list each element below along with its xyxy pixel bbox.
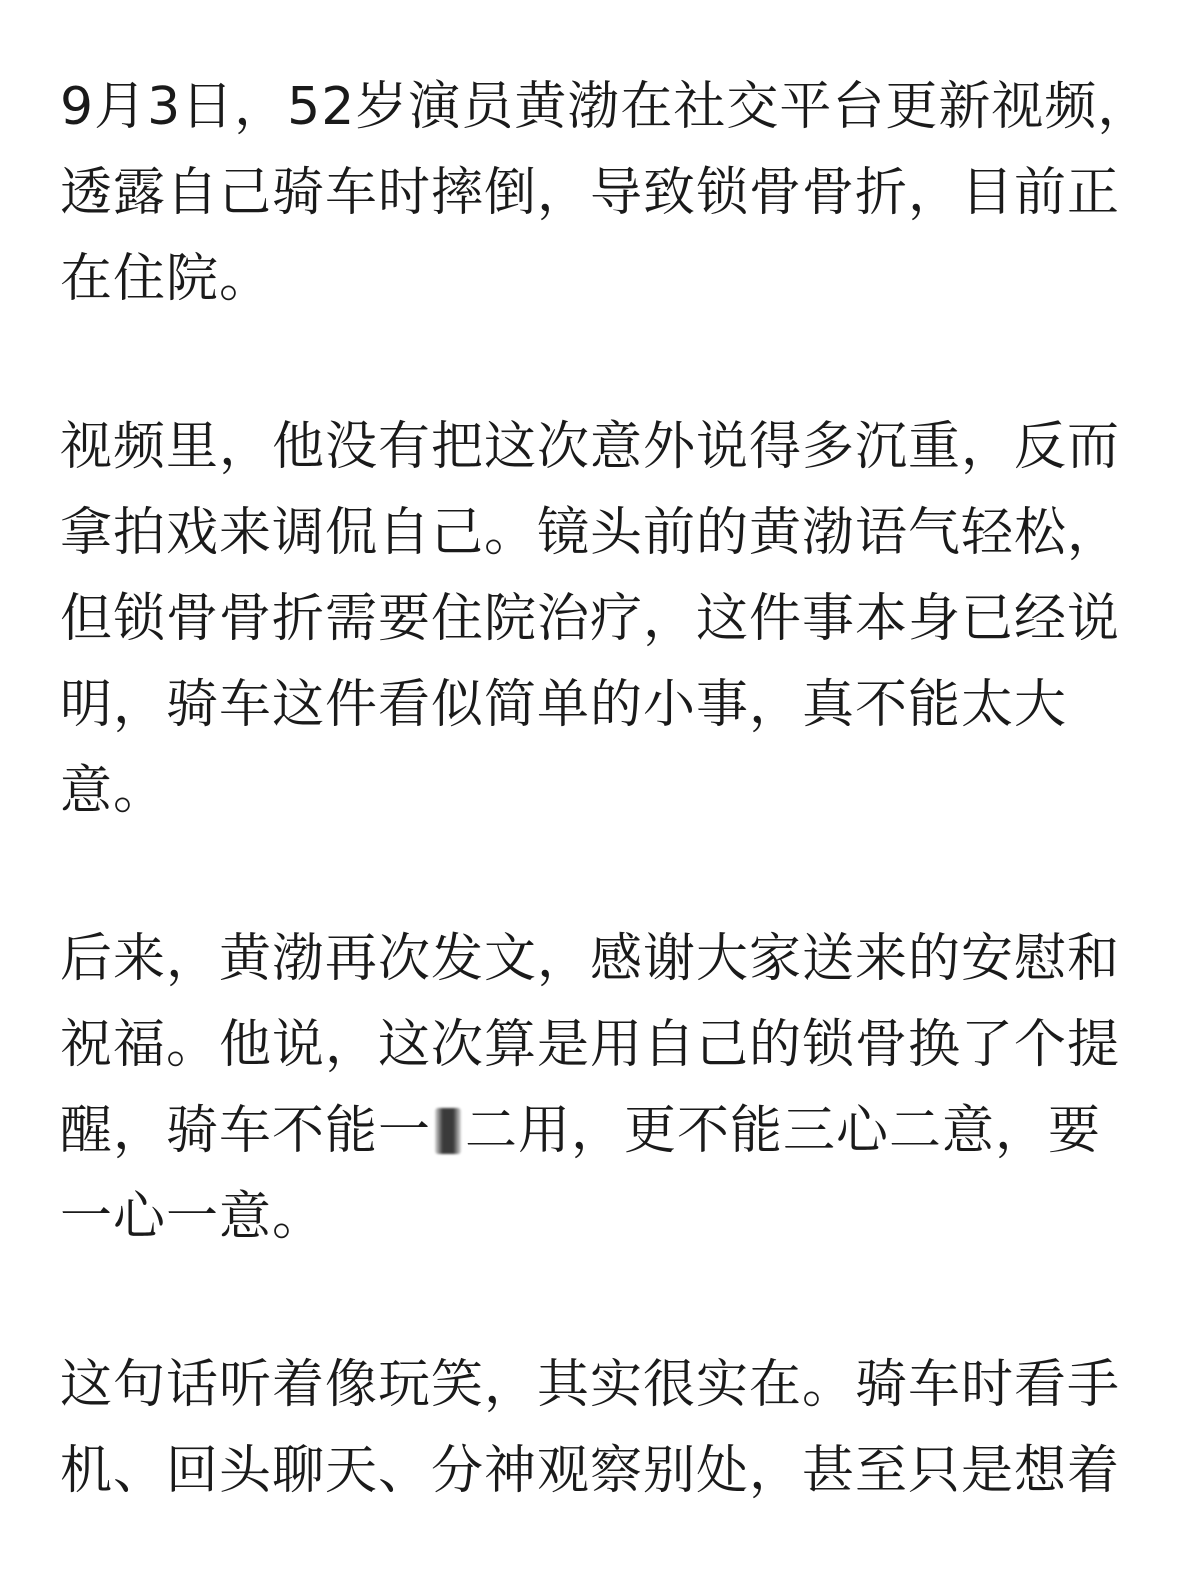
text-line: 但锁骨骨折需要住院治疗，这件事本身已经说 (60, 589, 1121, 649)
text-line: 在住院。 (60, 249, 273, 309)
text-line: 拿拍戏来调侃自己。镜头前的黄渤语气轻松， (60, 503, 1121, 563)
paragraph-1 (60, 64, 1151, 322)
article-body (60, 64, 1151, 1596)
text-line: 祝福。他说，这次算是用自己的锁骨换了个提 (60, 1015, 1121, 1075)
text-line: 一心一意。 (60, 1187, 326, 1247)
text-line: 意。 (60, 761, 167, 821)
paragraph-3 (60, 916, 1120, 1260)
text-line: 机、回头聊天、分神观察别处，甚至只是想着 (60, 1441, 1121, 1501)
text-line: 视频里，他没有把这次意外说得多沉重，反而 (60, 417, 1121, 477)
text-line: 这句话听着像玩笑，其实很实在。骑车时看手 (60, 1355, 1121, 1415)
text-fragment: 二用，更不能三心二意，要 (465, 1101, 1102, 1161)
text-line: 9月3日，52岁演员黄渤在社交平台更新视频， (60, 77, 1151, 137)
paragraph-2 (60, 404, 1120, 834)
redaction-smudge (435, 1108, 461, 1154)
text-line: 透露自己骑车时摔倒，导致锁骨骨折，目前正 (60, 163, 1121, 223)
text-line-with-smudge (60, 1088, 1120, 1174)
paragraph-4 (60, 1342, 1120, 1514)
text-line: 明，骑车这件看似简单的小事，真不能太大 (60, 675, 1068, 735)
text-line: 后来，黄渤再次发文，感谢大家送来的安慰和 (60, 929, 1121, 989)
text-fragment: 醒，骑车不能一 (60, 1101, 432, 1161)
